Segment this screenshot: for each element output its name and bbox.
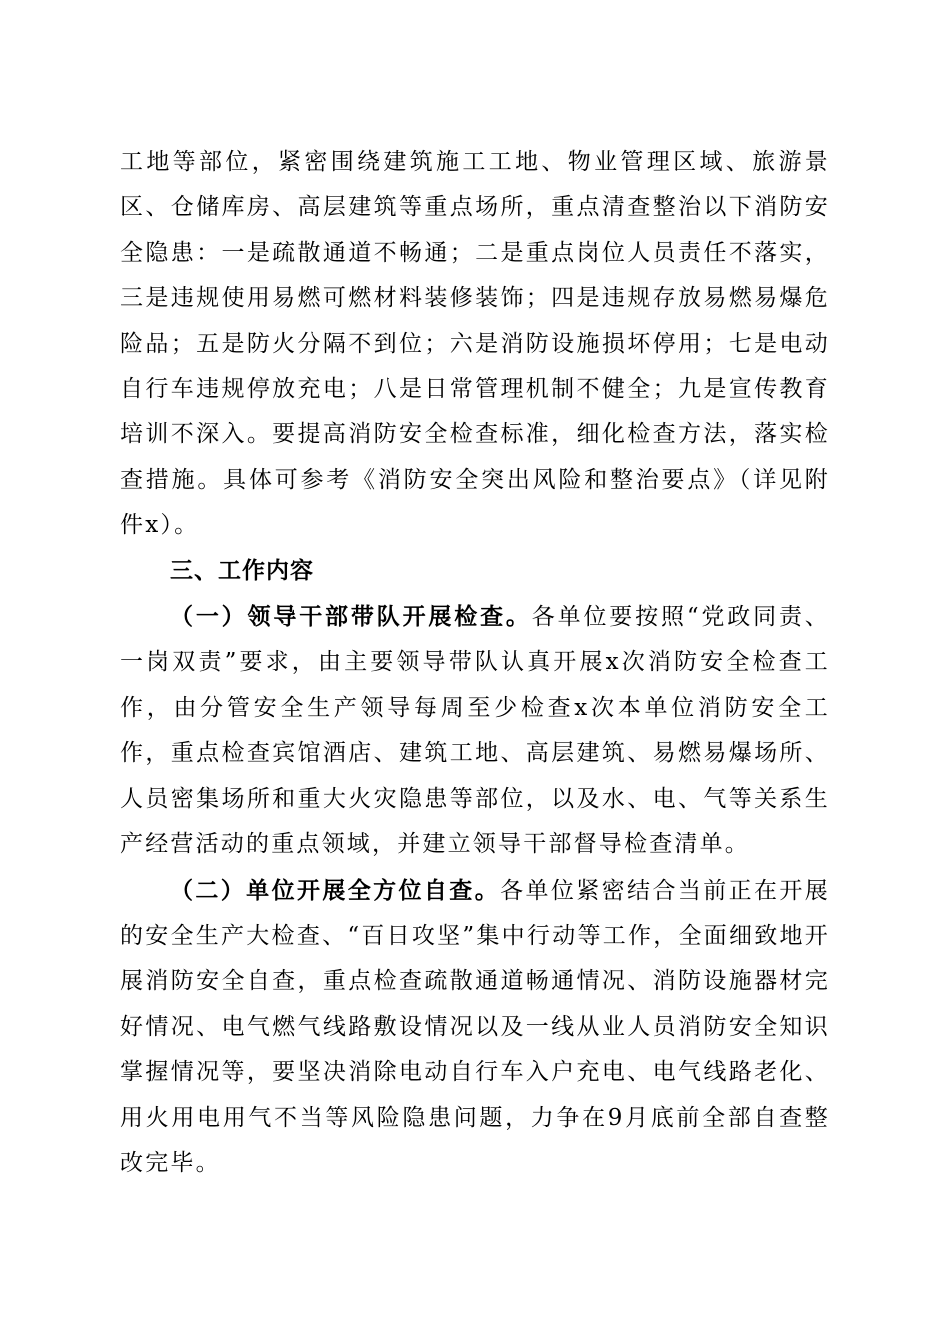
section-2-text: 各单位紧密结合当前正在开展的安全生产大检查、“百日攻坚”集中行动等工作，全面细致地开展消防安全自查，重点检查疏散通道畅通情况、消防设施器材完好情况、电气燃气线路敷设情况以及一线从业人员消防安全知识掌握情况等，要坚决消除电动自行车入户充电、电气线路老化、用火用电用气不当等风险隐患问题，力争在9月底前全部自查整改完毕。 (120, 877, 830, 1176)
paragraph-continuation: 工地等部位，紧密围绕建筑施工工地、物业管理区域、旅游景区、仓储库房、高层建筑等重点场所，重点清查整治以下消防安全隐患：一是疏散通道不畅通；二是重点岗位人员责任不落实，三是违规使用易燃可燃材料装修装饰；四是违规存放易燃易爆危险品；五是防火分隔不到位；六是消防设施损坏停用；七是电动自行车违规停放充电；八是日常管理机制不健全；九是宣传教育培训不深入。要提高消防安全检查标准，细化检查方法，落实检查措施。具体可参考《消防安全突出风险和整治要点》（详见附件x）。 (120, 149, 830, 539)
paragraph-section-2 (120, 868, 830, 1187)
section-1-lead: （一）领导干部带队开展检查。 (170, 603, 532, 631)
section-heading-3: 三、工作内容 (170, 557, 314, 584)
paragraph-section-1 (120, 594, 830, 867)
section-2-lead: （二）单位开展全方位自查。 (170, 876, 501, 904)
section-1-text: 各单位要按照“党政同责、一岗双责”要求，由主要领导带队认真开展x次消防安全检查工作，由分管安全生产领导每周至少检查x次本单位消防安全工作，重点检查宾馆酒店、建筑工地、高层建筑、易燃易爆场所、人员密集场所和重大火灾隐患等部位，以及水、电、气等关系生产经营活动的重点领域，并建立领导干部督导检查清单。 (120, 604, 830, 858)
document-body (120, 140, 830, 1186)
